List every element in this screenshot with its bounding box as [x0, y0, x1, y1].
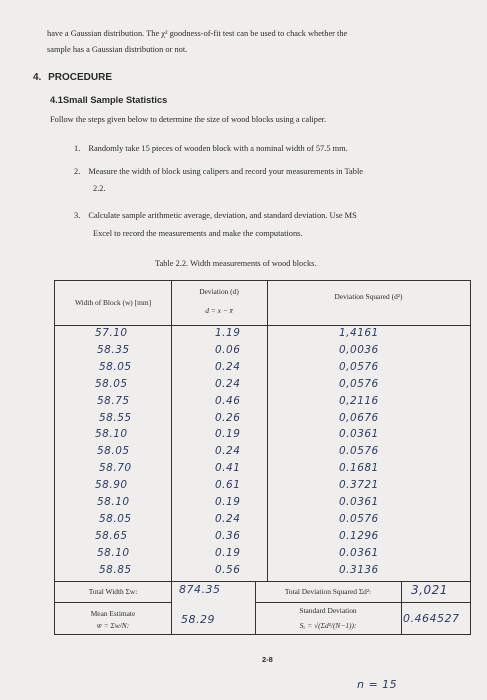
step-1 [74, 143, 348, 154]
row-deviation-squared-value: 0.3721 [339, 479, 379, 492]
header-deviation-formula: d = x − x̄ [205, 306, 233, 315]
row-deviation-value: 0.24 [215, 377, 241, 390]
row-deviation-value: 0.36 [215, 529, 241, 542]
section-number: 4. [33, 72, 42, 83]
std-formula: Sₓ = √(Σd²/(N−1)): [299, 621, 357, 630]
step-number: 1. [74, 144, 81, 153]
row-width-value: 58.05 [97, 445, 130, 458]
row-deviation-value: 0.19 [215, 496, 241, 508]
row-width-value: 58.05 [95, 377, 128, 390]
row-deviation-value: 0.26 [215, 411, 241, 424]
row-deviation-squared-value: 0.0361 [339, 428, 379, 441]
row-deviation-value: 0.56 [215, 563, 241, 576]
row-width-value: 58.75 [97, 394, 130, 407]
intro-line-1: have a Gaussian distribution. The χ² goodness-of-fit test can be used to chack whether the [47, 29, 348, 38]
total-dev-sq-label: Total Deviation Squared Σd²: [284, 587, 372, 596]
header-width: Width of Block (w) [mm] [74, 298, 152, 307]
row-deviation-squared-value: 0,0676 [339, 411, 379, 424]
row-deviation-squared-value: 0.1296 [339, 529, 379, 542]
row-deviation-value: 0.61 [215, 479, 241, 492]
row-deviation-squared-value: 0.0361 [339, 546, 379, 559]
row-deviation-squared-value: 1,4161 [339, 327, 379, 339]
section-heading [33, 72, 112, 83]
table-caption: Table 2.2. Width measurements of wood blocks. [155, 259, 317, 268]
row-deviation-value: 0.41 [215, 462, 241, 475]
mean-label: Mean Estimate [90, 609, 136, 618]
row-deviation-value: 0.24 [215, 512, 241, 525]
total-width-value: 874.35 [179, 583, 221, 596]
row-width-value: 58.35 [97, 343, 130, 356]
step-text: Measure the width of block using calipers and record your measurements in Table [88, 167, 363, 176]
row-width-value: 58.10 [97, 546, 130, 559]
row-deviation-squared-value: 0.3136 [339, 563, 379, 576]
row-deviation-value: 0.19 [215, 546, 241, 559]
row-width-value: 58.10 [97, 496, 130, 508]
row-width-value: 58.70 [99, 462, 132, 475]
row-width-value: 58.90 [95, 479, 128, 492]
measurements-table [54, 280, 471, 635]
row-deviation-squared-value: 0,2116 [339, 394, 379, 407]
row-width-value: 58.10 [95, 428, 128, 441]
header-deviation-squared: Deviation Squared (d²) [334, 292, 403, 301]
step-3-cont: Excel to record the measurements and make the computations. [93, 229, 303, 238]
row-width-value: 58.55 [99, 411, 132, 424]
row-deviation-value: 1.19 [215, 327, 241, 339]
step-number: 2. [74, 167, 81, 176]
row-deviation-value: 0.46 [215, 394, 241, 407]
step-2-cont: 2.2. [93, 184, 106, 193]
row-deviation-value: 0.19 [215, 428, 241, 441]
step-text: Randomly take 15 pieces of wooden block with a nominal width of 57.5 mm. [88, 144, 348, 153]
row-width-value: 58.05 [99, 512, 132, 525]
step-2 [74, 166, 363, 177]
total-width-label: Total Width Σw: [88, 587, 138, 596]
procedure-lead: Follow the steps given below to determine the size of wood blocks using a caliper. [50, 115, 327, 124]
step-text: Calculate sample arithmetic average, deviation, and standard deviation. Use MS [88, 211, 357, 220]
subsection-number: 4.1 [50, 95, 63, 105]
row-deviation-squared-value: 0,0576 [339, 360, 379, 373]
row-deviation-value: 0.24 [215, 360, 241, 373]
subsection-heading [50, 95, 167, 105]
sample-size-note: n = 15 [357, 678, 398, 691]
step-number: 3. [74, 211, 81, 220]
row-deviation-squared-value: 0.1681 [339, 462, 379, 475]
row-deviation-value: 0.06 [215, 343, 241, 356]
row-deviation-squared-value: 0,0036 [339, 343, 379, 356]
row-width-value: 58.05 [99, 360, 132, 373]
row-deviation-squared-value: 0.0576 [339, 512, 379, 525]
section-title: PROCEDURE [48, 72, 113, 83]
mean-value: 58.29 [181, 613, 215, 626]
row-deviation-squared-value: 0.0361 [339, 496, 379, 508]
intro-line-2: sample has a Gaussian distribution or not. [47, 45, 188, 54]
subsection-title: Small Sample Statistics [62, 95, 168, 105]
row-deviation-value: 0.24 [215, 445, 241, 458]
total-dev-sq-value: 3,021 [411, 583, 448, 597]
row-deviation-squared-value: 0.0576 [339, 445, 379, 458]
mean-formula: w̄ = Σw/N: [96, 621, 130, 630]
row-width-value: 58.85 [99, 563, 132, 576]
row-width-value: 58.65 [95, 529, 128, 542]
std-value: 0.464527 [403, 612, 460, 625]
step-3 [74, 210, 357, 221]
header-deviation: Deviation (d) [199, 287, 239, 296]
std-label: Standard Deviation [299, 606, 357, 615]
row-width-value: 57.10 [95, 327, 128, 339]
row-deviation-squared-value: 0,0576 [339, 377, 379, 390]
page-number: 2-8 [262, 655, 273, 664]
